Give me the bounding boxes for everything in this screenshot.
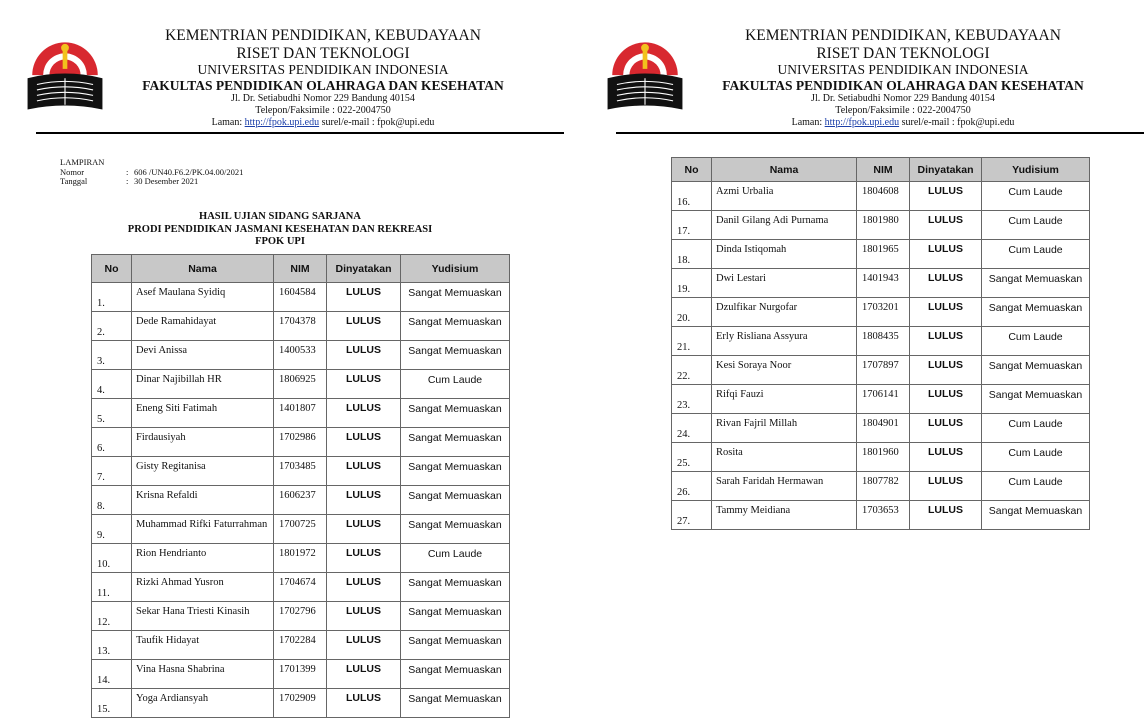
status-dinyatakan: LULUS xyxy=(327,660,401,689)
row-number: 4. xyxy=(92,370,132,399)
tanggal-value: 30 Desember 2021 xyxy=(134,176,199,186)
web-label: Laman: xyxy=(791,117,825,128)
letterhead-divider xyxy=(616,132,1144,134)
student-nim: 1807782 xyxy=(857,472,910,501)
ministry-name-line2: RISET DAN TEKNOLOGI xyxy=(816,44,990,62)
email: surel/e-mail : fpok@upi.edu xyxy=(319,117,435,128)
row-number: 24. xyxy=(672,414,712,443)
table-row xyxy=(92,515,510,544)
yudisium-predicate: Sangat Memuaskan xyxy=(982,298,1090,327)
yudisium-predicate: Sangat Memuaskan xyxy=(401,341,510,370)
nomor-value: 606 /UN40.F6.2/PK.04.00/2021 xyxy=(134,166,244,177)
col-header-dinyatakan: Dinyatakan xyxy=(910,158,982,182)
address: Jl. Dr. Setiabudhi Nomor 229 Bandung 40154 xyxy=(231,93,415,104)
table-row xyxy=(92,631,510,660)
col-header-nama: Nama xyxy=(132,255,274,283)
yudisium-predicate: Sangat Memuaskan xyxy=(401,660,510,689)
table-row xyxy=(672,472,1090,501)
title-line-1: HASIL UJIAN SIDANG SARJANA xyxy=(199,211,361,222)
table-row xyxy=(92,428,510,457)
status-dinyatakan: LULUS xyxy=(910,327,982,356)
student-nim: 1706141 xyxy=(857,385,910,414)
contact-line xyxy=(110,118,536,128)
yudisium-predicate: Sangat Memuaskan xyxy=(401,602,510,631)
yudisium-predicate: Sangat Memuaskan xyxy=(401,428,510,457)
ministry-name: KEMENTRIAN PENDIDIKAN, KEBUDAYAAN xyxy=(745,27,1061,44)
student-nim: 1401943 xyxy=(857,269,910,298)
status-dinyatakan: LULUS xyxy=(327,544,401,573)
yudisium-predicate: Cum Laude xyxy=(401,544,510,573)
student-nim: 1702909 xyxy=(274,689,327,718)
table-row xyxy=(92,544,510,573)
status-dinyatakan: LULUS xyxy=(910,182,982,211)
letterhead-text xyxy=(690,28,1116,128)
row-number: 14. xyxy=(92,660,132,689)
yudisium-predicate: Sangat Memuaskan xyxy=(401,689,510,718)
title-line-2: PRODI PENDIDIKAN JASMANI KESEHATAN DAN REKREASI xyxy=(127,223,433,235)
student-name: Dede Ramahidayat xyxy=(132,312,274,341)
col-header-nim: NIM xyxy=(274,255,327,283)
university-name: UNIVERSITAS PENDIDIKAN INDONESIA xyxy=(197,62,449,77)
student-nim: 1707897 xyxy=(857,356,910,385)
table-row xyxy=(92,689,510,718)
table-row xyxy=(92,399,510,428)
row-number: 19. xyxy=(672,269,712,298)
col-header-nama: Nama xyxy=(712,158,857,182)
col-header-no: No xyxy=(672,158,712,182)
address: Jl. Dr. Setiabudhi Nomor 229 Bandung 40154 xyxy=(811,93,995,104)
table-row xyxy=(92,283,510,312)
results-table-1 xyxy=(91,254,510,718)
row-number: 27. xyxy=(672,501,712,530)
student-nim: 1401807 xyxy=(274,399,327,428)
document-page-2 xyxy=(580,0,1145,690)
attachment-meta: LAMPIRAN Nomor : 606 /UN40.F6.2/PK.04.00/2021 Tanggal : 30 Desember 2021 xyxy=(60,157,244,186)
row-number: 1. xyxy=(92,283,132,312)
table-row xyxy=(672,269,1090,298)
row-number: 13. xyxy=(92,631,132,660)
university-name: UNIVERSITAS PENDIDIKAN INDONESIA xyxy=(777,62,1029,77)
row-number: 12. xyxy=(92,602,132,631)
student-name: Krisna Refaldi xyxy=(132,486,274,515)
student-nim: 1801960 xyxy=(857,443,910,472)
student-nim: 1804901 xyxy=(857,414,910,443)
row-number: 7. xyxy=(92,457,132,486)
row-number: 3. xyxy=(92,341,132,370)
student-name: Vina Hasna Shabrina xyxy=(132,660,274,689)
yudisium-predicate: Cum Laude xyxy=(982,211,1090,240)
row-number: 16. xyxy=(672,182,712,211)
table-row xyxy=(672,298,1090,327)
status-dinyatakan: LULUS xyxy=(327,602,401,631)
student-name: Rion Hendrianto xyxy=(132,544,274,573)
table-header-row xyxy=(672,158,1090,182)
student-name: Yoga Ardiansyah xyxy=(132,689,274,718)
table-header-row xyxy=(92,255,510,283)
student-nim: 1604584 xyxy=(274,283,327,312)
upi-logo-icon xyxy=(606,33,684,111)
student-nim: 1702986 xyxy=(274,428,327,457)
yudisium-predicate: Sangat Memuaskan xyxy=(401,399,510,428)
status-dinyatakan: LULUS xyxy=(327,399,401,428)
table-row xyxy=(92,341,510,370)
status-dinyatakan: LULUS xyxy=(327,486,401,515)
website-link[interactable]: http://fpok.upi.edu xyxy=(824,117,900,128)
row-number: 18. xyxy=(672,240,712,269)
student-nim: 1702284 xyxy=(274,631,327,660)
table-row xyxy=(672,182,1090,211)
status-dinyatakan: LULUS xyxy=(327,515,401,544)
yudisium-predicate: Cum Laude xyxy=(982,443,1090,472)
row-number: 23. xyxy=(672,385,712,414)
student-name: Gisty Regitanisa xyxy=(132,457,274,486)
table-row xyxy=(92,486,510,515)
table-row xyxy=(92,457,510,486)
status-dinyatakan: LULUS xyxy=(910,269,982,298)
status-dinyatakan: LULUS xyxy=(910,298,982,327)
website-link[interactable]: http://fpok.upi.edu xyxy=(244,117,320,128)
student-name: Erly Risliana Assyura xyxy=(712,327,857,356)
faculty-name: FAKULTAS PENDIDIKAN OLAHRAGA DAN KESEHATAN xyxy=(142,77,504,93)
table-row xyxy=(672,240,1090,269)
tanggal-label: Tanggal xyxy=(60,176,88,186)
student-nim: 1801965 xyxy=(857,240,910,269)
letterhead xyxy=(606,28,1116,138)
status-dinyatakan: LULUS xyxy=(327,341,401,370)
results-table-2 xyxy=(671,157,1090,530)
row-number: 6. xyxy=(92,428,132,457)
table-row xyxy=(672,443,1090,472)
table-row xyxy=(672,414,1090,443)
student-name: Dzulfikar Nurgofar xyxy=(712,298,857,327)
table-row xyxy=(92,312,510,341)
student-nim: 1806925 xyxy=(274,370,327,399)
yudisium-predicate: Cum Laude xyxy=(982,327,1090,356)
student-nim: 1606237 xyxy=(274,486,327,515)
nomor-label: Nomor xyxy=(60,166,85,177)
yudisium-predicate: Sangat Memuaskan xyxy=(401,631,510,660)
student-name: Muhammad Rifki Faturrahman xyxy=(132,515,274,544)
col-header-dinyatakan: Dinyatakan xyxy=(327,255,401,283)
col-header-nim: NIM xyxy=(857,158,910,182)
student-name: Asef Maulana Syidiq xyxy=(132,283,274,312)
student-name: Dinda Istiqomah xyxy=(712,240,857,269)
status-dinyatakan: LULUS xyxy=(327,631,401,660)
ministry-name-line2: RISET DAN TEKNOLOGI xyxy=(236,44,410,62)
status-dinyatakan: LULUS xyxy=(910,414,982,443)
table-row xyxy=(672,501,1090,530)
student-name: Devi Anissa xyxy=(132,341,274,370)
student-name: Taufik Hidayat xyxy=(132,631,274,660)
status-dinyatakan: LULUS xyxy=(910,385,982,414)
letterhead-text xyxy=(110,28,536,128)
web-label: Laman: xyxy=(211,117,245,128)
table-row xyxy=(672,356,1090,385)
yudisium-predicate: Cum Laude xyxy=(982,240,1090,269)
status-dinyatakan: LULUS xyxy=(910,211,982,240)
student-name: Dinar Najibillah HR xyxy=(132,370,274,399)
student-name: Rosita xyxy=(712,443,857,472)
letterhead xyxy=(26,28,536,138)
yudisium-predicate: Sangat Memuaskan xyxy=(401,515,510,544)
student-nim: 1701399 xyxy=(274,660,327,689)
yudisium-predicate: Cum Laude xyxy=(982,414,1090,443)
row-number: 9. xyxy=(92,515,132,544)
yudisium-predicate: Sangat Memuaskan xyxy=(401,283,510,312)
table-row xyxy=(672,327,1090,356)
yudisium-predicate: Sangat Memuaskan xyxy=(401,486,510,515)
col-header-no: No xyxy=(92,255,132,283)
row-number: 22. xyxy=(672,356,712,385)
yudisium-predicate: Cum Laude xyxy=(982,472,1090,501)
col-header-yudisium: Yudisium xyxy=(982,158,1090,182)
phone: Telepon/Faksimile : 022-2004750 xyxy=(255,105,391,116)
student-name: Tammy Meidiana xyxy=(712,501,857,530)
student-name: Sarah Faridah Hermawan xyxy=(712,472,857,501)
student-nim: 1703485 xyxy=(274,457,327,486)
table-row xyxy=(92,573,510,602)
row-number: 2. xyxy=(92,312,132,341)
row-number: 17. xyxy=(672,211,712,240)
title-line-3: FPOK UPI xyxy=(255,236,305,247)
row-number: 8. xyxy=(92,486,132,515)
table-row xyxy=(92,602,510,631)
status-dinyatakan: LULUS xyxy=(910,443,982,472)
yudisium-predicate: Sangat Memuaskan xyxy=(982,356,1090,385)
student-nim: 1400533 xyxy=(274,341,327,370)
status-dinyatakan: LULUS xyxy=(327,283,401,312)
document-page-1 xyxy=(0,0,560,715)
row-number: 20. xyxy=(672,298,712,327)
student-name: Firdausiyah xyxy=(132,428,274,457)
student-name: Rivan Fajril Millah xyxy=(712,414,857,443)
status-dinyatakan: LULUS xyxy=(910,356,982,385)
document-title xyxy=(60,211,500,249)
row-number: 26. xyxy=(672,472,712,501)
student-name: Rizki Ahmad Yusron xyxy=(132,573,274,602)
status-dinyatakan: LULUS xyxy=(327,573,401,602)
student-nim: 1801972 xyxy=(274,544,327,573)
ministry-name: KEMENTRIAN PENDIDIKAN, KEBUDAYAAN xyxy=(165,27,481,44)
status-dinyatakan: LULUS xyxy=(327,689,401,718)
email: surel/e-mail : fpok@upi.edu xyxy=(899,117,1015,128)
row-number: 5. xyxy=(92,399,132,428)
student-nim: 1702796 xyxy=(274,602,327,631)
yudisium-predicate: Sangat Memuaskan xyxy=(401,312,510,341)
table-row xyxy=(92,660,510,689)
row-number: 25. xyxy=(672,443,712,472)
status-dinyatakan: LULUS xyxy=(327,370,401,399)
yudisium-predicate: Cum Laude xyxy=(982,182,1090,211)
yudisium-predicate: Cum Laude xyxy=(401,370,510,399)
upi-logo-icon xyxy=(26,33,104,111)
table-row xyxy=(92,370,510,399)
student-nim: 1700725 xyxy=(274,515,327,544)
status-dinyatakan: LULUS xyxy=(910,501,982,530)
student-nim: 1703653 xyxy=(857,501,910,530)
table-row xyxy=(672,211,1090,240)
faculty-name: FAKULTAS PENDIDIKAN OLAHRAGA DAN KESEHATAN xyxy=(722,77,1084,93)
yudisium-predicate: Sangat Memuaskan xyxy=(982,269,1090,298)
student-nim: 1703201 xyxy=(857,298,910,327)
status-dinyatakan: LULUS xyxy=(327,457,401,486)
student-name: Danil Gilang Adi Purnama xyxy=(712,211,857,240)
row-number: 10. xyxy=(92,544,132,573)
yudisium-predicate: Sangat Memuaskan xyxy=(401,573,510,602)
yudisium-predicate: Sangat Memuaskan xyxy=(982,501,1090,530)
student-name: Sekar Hana Triesti Kinasih xyxy=(132,602,274,631)
status-dinyatakan: LULUS xyxy=(910,472,982,501)
contact-line xyxy=(690,118,1116,128)
student-nim: 1804608 xyxy=(857,182,910,211)
yudisium-predicate: Sangat Memuaskan xyxy=(982,385,1090,414)
student-name: Eneng Siti Fatimah xyxy=(132,399,274,428)
row-number: 15. xyxy=(92,689,132,718)
student-nim: 1801980 xyxy=(857,211,910,240)
student-name: Rifqi Fauzi xyxy=(712,385,857,414)
status-dinyatakan: LULUS xyxy=(327,428,401,457)
col-header-yudisium: Yudisium xyxy=(401,255,510,283)
status-dinyatakan: LULUS xyxy=(910,240,982,269)
status-dinyatakan: LULUS xyxy=(327,312,401,341)
yudisium-predicate: Sangat Memuaskan xyxy=(401,457,510,486)
letterhead-divider xyxy=(36,132,564,134)
student-name: Dwi Lestari xyxy=(712,269,857,298)
student-nim: 1704674 xyxy=(274,573,327,602)
row-number: 21. xyxy=(672,327,712,356)
student-nim: 1704378 xyxy=(274,312,327,341)
student-name: Kesi Soraya Noor xyxy=(712,356,857,385)
table-row xyxy=(672,385,1090,414)
student-nim: 1808435 xyxy=(857,327,910,356)
phone: Telepon/Faksimile : 022-2004750 xyxy=(835,105,971,116)
row-number: 11. xyxy=(92,573,132,602)
student-name: Azmi Urbalia xyxy=(712,182,857,211)
meta-header: LAMPIRAN xyxy=(60,157,105,167)
